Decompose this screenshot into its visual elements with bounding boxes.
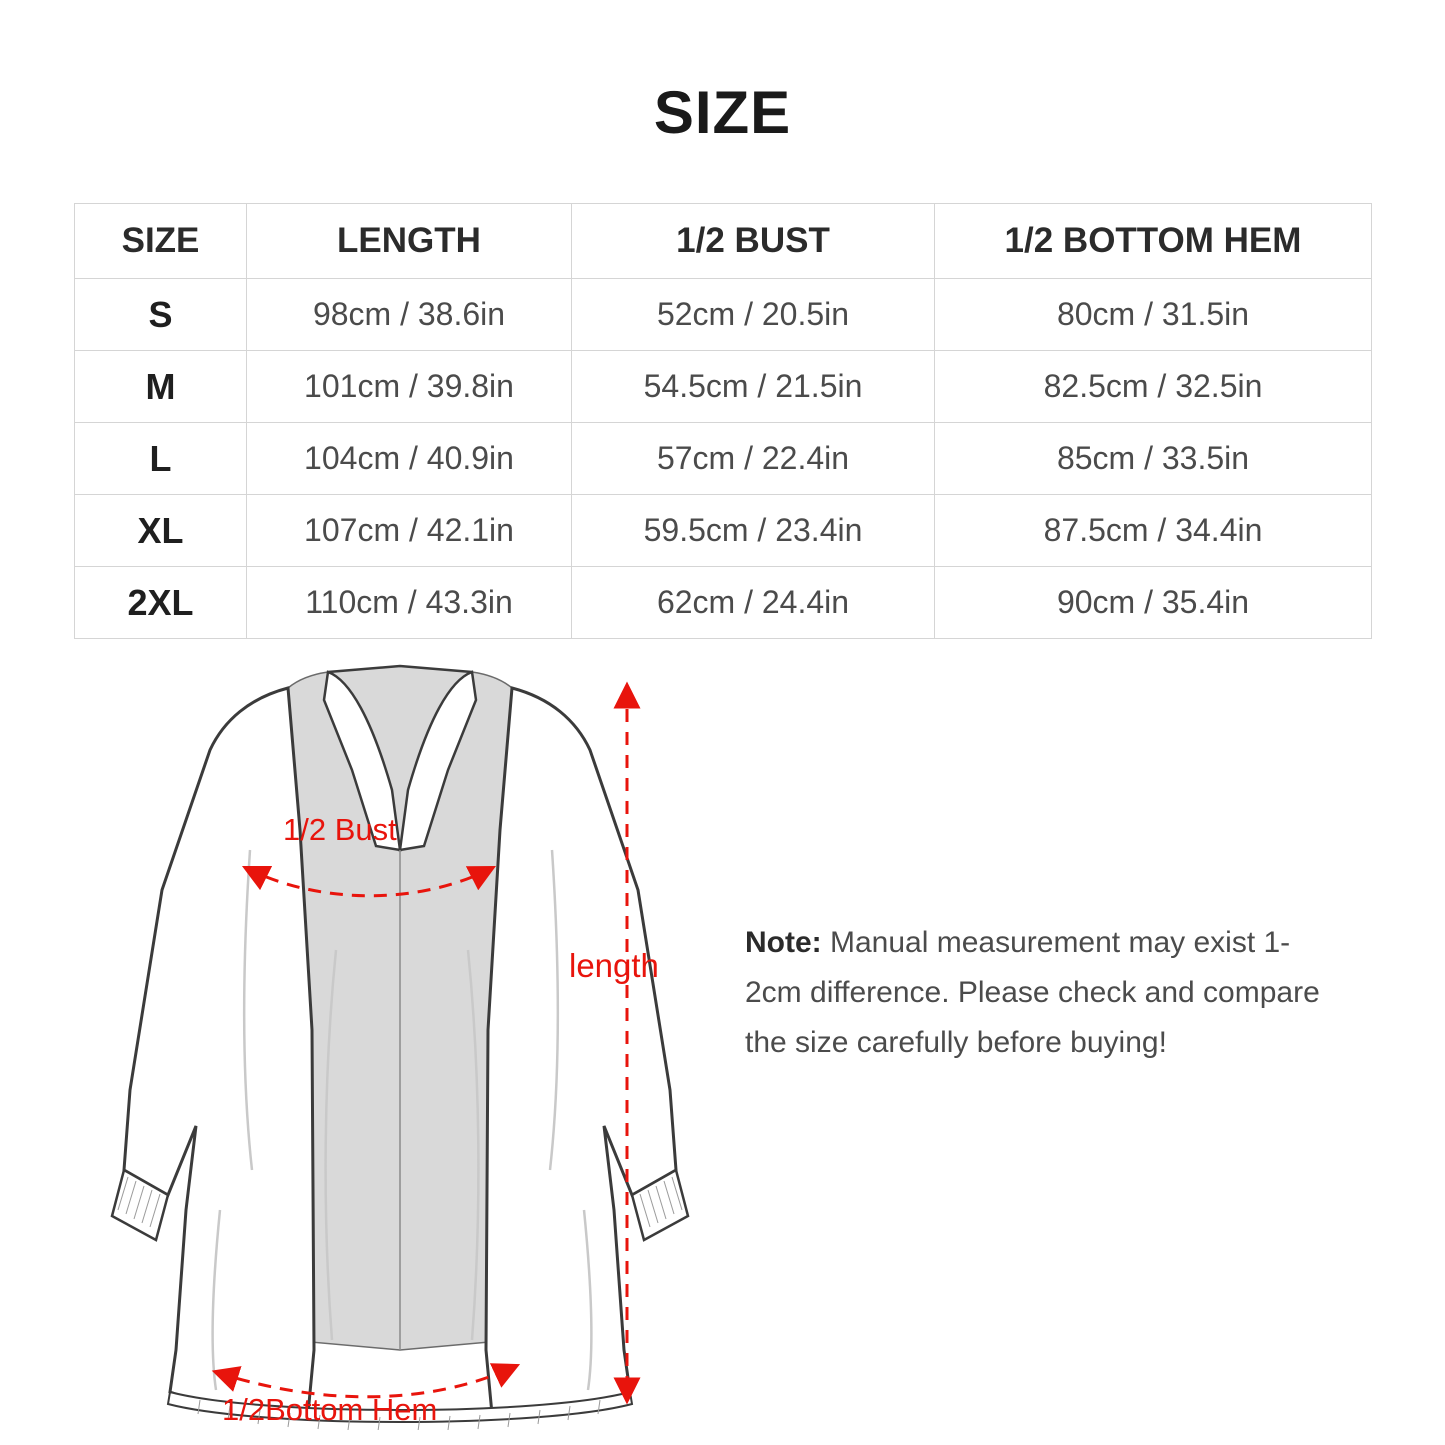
cell-length: 110cm / 43.3in [247, 567, 572, 639]
cell-length: 98cm / 38.6in [247, 279, 572, 351]
cell-bust: 57cm / 22.4in [572, 423, 935, 495]
size-table [74, 203, 1372, 639]
cell-size: M [75, 351, 247, 423]
cell-size: S [75, 279, 247, 351]
garment-left-panel [124, 688, 314, 1414]
bottom-hem-label: 1/2Bottom Hem [222, 1392, 438, 1427]
note-body: Manual measurement may exist 1-2cm difference. Please check and compare the size carefully before buying! [745, 926, 1320, 1059]
cell-bust: 52cm / 20.5in [572, 279, 935, 351]
note-prefix: Note: [745, 926, 822, 959]
cell-hem: 85cm / 33.5in [935, 423, 1372, 495]
cell-size: XL [75, 495, 247, 567]
cell-length: 101cm / 39.8in [247, 351, 572, 423]
table-row [75, 567, 1372, 639]
cell-bust: 62cm / 24.4in [572, 567, 935, 639]
length-label: length [569, 947, 659, 984]
cell-bust: 54.5cm / 21.5in [572, 351, 935, 423]
cell-hem: 90cm / 35.4in [935, 567, 1372, 639]
page-title: SIZE [653, 79, 792, 146]
cell-length: 104cm / 40.9in [247, 423, 572, 495]
cell-hem: 82.5cm / 32.5in [935, 351, 1372, 423]
cell-hem: 80cm / 31.5in [935, 279, 1372, 351]
cell-hem: 87.5cm / 34.4in [935, 495, 1372, 567]
column-header-length: LENGTH [247, 204, 572, 279]
table-row [75, 279, 1372, 351]
note-text [745, 918, 1325, 1068]
bust-label: 1/2 Bust [283, 812, 397, 847]
cell-size: L [75, 423, 247, 495]
column-header-bust: 1/2 BUST [572, 204, 935, 279]
column-header-bottom-hem: 1/2 BOTTOM HEM [935, 204, 1372, 279]
cell-length: 107cm / 42.1in [247, 495, 572, 567]
cell-size: 2XL [75, 567, 247, 639]
column-header-size: SIZE [75, 204, 247, 279]
table-row [75, 351, 1372, 423]
garment-right-panel [486, 688, 676, 1414]
garment-illustration [100, 650, 740, 1430]
table-header-row [75, 204, 1372, 279]
cell-bust: 59.5cm / 23.4in [572, 495, 935, 567]
table-row [75, 495, 1372, 567]
table-row [75, 423, 1372, 495]
